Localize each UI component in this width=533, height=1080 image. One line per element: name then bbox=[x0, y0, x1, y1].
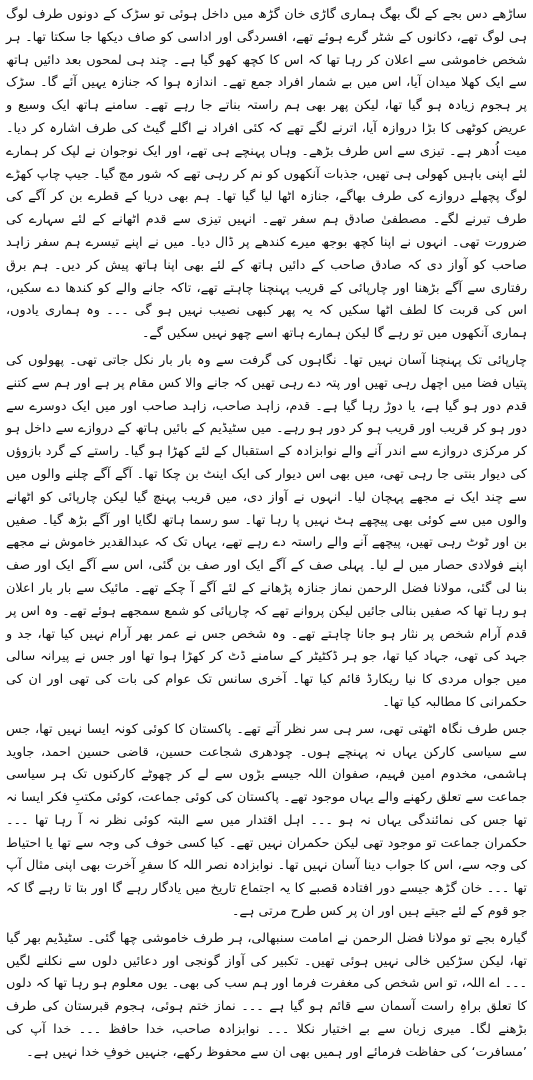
article-paragraph-2: چارپائی تک پہنچنا آسان نہیں تھا۔ نگاہوں کی گرفت سے وہ بار بار نکل جاتی تھی۔ پھولوں کی پتیاں فضا میں اچھل رہی تھیں اور پتہ دے رہی تھیں کہ جانے والا کس مقام پر ہے اور ہم سے کتنے قدم دور ہو گیا ہے، یا دوڑ رہا گیا ہے۔ قدم، زاہد صاحب، زاہد صاحب اور میں ایک دوسرے سے دور ہو کر قریب اور قریب ہو کر دور ہو رہے۔ میں سٹیڈیم کے بائیں ہاتھ کے دروازے سے داخل ہو کر مرکزی دروازے سے اندر آنے والے نوابزادہ کے استقبال کے لئے کھڑا ہو گیا۔ راستے کے گرد بازوؤں کی دیوار بنتی جا رہی تھی، میں بھی اس دیوار کی ایک اینٹ بن چکا تھا۔ آگے آگے چلنے والوں میں سے چند ایک نے مجھے پہچان لیا۔ انہوں نے آواز دی، میں قریب پہنچ گیا لیکن چارپائی کو اٹھانے والوں میں سے کوئی بھی پیچھے ہٹ نہیں پا رہا تھا۔ سو رسما ہاتھ لگایا اور آگے بڑھ گیا۔ صفیں بن اور ٹوٹ رہی تھیں، پیچھے آنے والے راستہ دے رہے تھے، یہاں تک کہ عبدالقدیر خاموش نے مجھے اپنے فولادی حصار میں لے لیا۔ پہلی صف کے آگے ایک اور صف بن گئی، اس سے آگے ایک اور صف بنا لی گئی، مولانا فضل الرحمن نماز جنازہ پڑھانے کے لئے آگے آ چکے تھے۔ مائیک سے بار بار اعلان ہو رہا تھا کہ صفیں بنالی جائیں لیکن پروانے تھے کہ چارپائی کو شمع سمجھے ہوئے تھے۔ وہ اس پر قدم آرام شخص پر نثار ہو جانا چاہتے تھے۔ وہ شخص جس نے عمر بھر آرام نہیں کیا تھا، جد و جہد کی تھی، جہاد کیا تھا، جو ہر ڈکٹیٹر کے سامنے ڈٹ کر کھڑا ہوا تھا اور جس نے پیرانہ سالی میں جواں مردی کا نیا ریکارڈ قائم کیا تھا۔ آخری سانس تک عوام کی بات کی تھی اور ان کی حکمرانی کا مطالبہ کیا تھا۔ bbox=[6, 352, 527, 710]
article-paragraph-3: جس طرف نگاہ اٹھتی تھی، سر ہی سر نظر آتے تھے۔ پاکستان کا کوئی کونہ ایسا نہیں تھا، جس سے سیاسی کارکن یہاں نہ پہنچے ہوں۔ چودھری شجاعت حسین، قاضی حسین احمد، جاوید ہاشمی، مخدوم امین فہیم، صفوان اللہ جیسے بڑوں سے لے کر چھوٹے کارکنوں تک ہر سیاسی جماعت سے تعلق رکھنے والے یہاں موجود تھے۔ پاکستان کی کوئی جماعت، کوئی مکتبِ فکر ایسا نہ تھا جس کی نمائندگی یہاں نہ ہو ۔۔۔ اہل اقتدار میں سے البتہ کوئی نظر نہ آ رہا تھا ۔۔۔ حکمران جماعت تو موجود تھی لیکن حکمران نہیں تھے۔ کیا کسی خوف کی وجہ سے تھا یا احتیاط کی وجہ سے، اس کا جواب دینا آسان نہیں تھا۔ نوابزادہ نصر اللہ کا سفرِ آخرت بھی اپنی مثال آپ تھا ۔۔۔ خان گڑھ جیسے دور افتادہ قصبے کا یہ اجتماع تاریخ میں یادگار رہے گا اور بتا تا رہے گا کہ جو قوم کے لئے جیتے ہیں اور ان پر کس طرح مرتی ہے۔ bbox=[6, 721, 527, 920]
article-paragraph-1: ساڑھے دس بجے کے لگ بھگ ہماری گاڑی خان گڑھ میں داخل ہوئی تو سڑک کے دونوں طرف لوگ ہی لوگ تھے، دکانوں کے شٹر گرے ہوئے تھے، افسردگی اور اداسی کو صاف دیکھا جا سکتا تھا۔ ہر شخص خاموشی سے اعلان کر رہا تھا کہ اس کا کچھ کھو گیا ہے۔ چند ہی لمحوں بعد دائیں ہاتھ سے ایک کھلا میدان آیا، اس میں بے شمار افراد جمع تھے۔ اندازہ ہوا کہ جنازہ یہیں آئے گا۔ سڑک پر ہجوم زیادہ ہو گیا تھا، لیکن پھر بھی ہم راستہ بناتے جا رہے تھے۔ سامنے ہاتھ ایک وسیع و عریض کوٹھی کا بڑا دروازہ آیا، اترنے لگے تھے کہ کئی افراد نے اگلے گیٹ کی طرف اشارہ کر دیا۔ میت اُدھر ہے۔ تیزی سے اس طرف بڑھے۔ وہاں پہنچے ہی تھے، اور ایک نوجوان نے لپک کر ہمارے لئے اپنی باہیں کھولی ہی تھیں، جذبات آنکھوں کو نم کر رہی تھے کہ شور مچ گیا۔ جیپ چاپ کھڑے لوگ پچھلے دروازے کی طرف بھاگے، جنازہ اٹھا لیا گیا تھا۔ ہم بھی دریا کے قطرے بن کر آگے کی طرف تیرنے لگے۔ مصطفیٰ صادق ہم سفر تھے۔ انہیں تیزی سے قدم اٹھانے کے لئے سہارے کی ضرورت تھی۔ انہوں نے اپنا کچھ بوجھ میرے کندھے پر ڈال دیا۔ میں نے اپنے تیسرے ہم سفر زاہد صاحب کو آواز دی کہ صادق صاحب کے دائیں ہاتھ کے لئے بھی اپنا ہاتھ پیش کر دیں۔ ہم برق رفتاری سے آگے بڑھنا اور چارپائی کے قریب پہنچنا چاہتے تھے، تاکہ جانے والے کو کندھا دے سکیں، اس کی قربت کا لطف اٹھا سکیں کہ یہ پھر کبھی نصیب نہیں ہو گی ۔۔۔ وہ ہماری یادوں، ہماری آنکھوں میں تو رہے گا لیکن ہمارے ہاتھ اسے چھو نہیں سکیں گے۔ bbox=[6, 7, 527, 342]
article-paragraph-4: گیارہ بجے تو مولانا فضل الرحمن نے امامت سنبھالی، ہر طرف خاموشی چھا گئی۔ سٹیڈیم بھر گیا تھا، لیکن سڑکیں خالی نہیں ہوئی تھیں۔ تکبیر کی آواز گونجی اور دعائیں دلوں سے نکلنے لگیں ۔۔۔ اے اللہ، تو اس شخص کی مغفرت فرما اور ہم سب کی بھی۔ یوں معلوم ہو رہا تھا کہ دلوں کا تعلق براہِ راست آسمان سے قائم ہو گیا ہے ۔۔۔ نماز ختم ہوئی، ہجوم قبرستان کی طرف بڑھنے لگا۔ میری زبان سے بے اختیار نکلا ۔۔۔ نوابزادہ صاحب، خدا حافظ ۔۔۔ خدا آپ کی ’مسافرت‘ کی حفاظت فرمائے اور ہمیں بھی ان سے محفوظ رکھے، جنہیں خوفِ خدا نہیں ہے۔ bbox=[6, 930, 527, 1060]
